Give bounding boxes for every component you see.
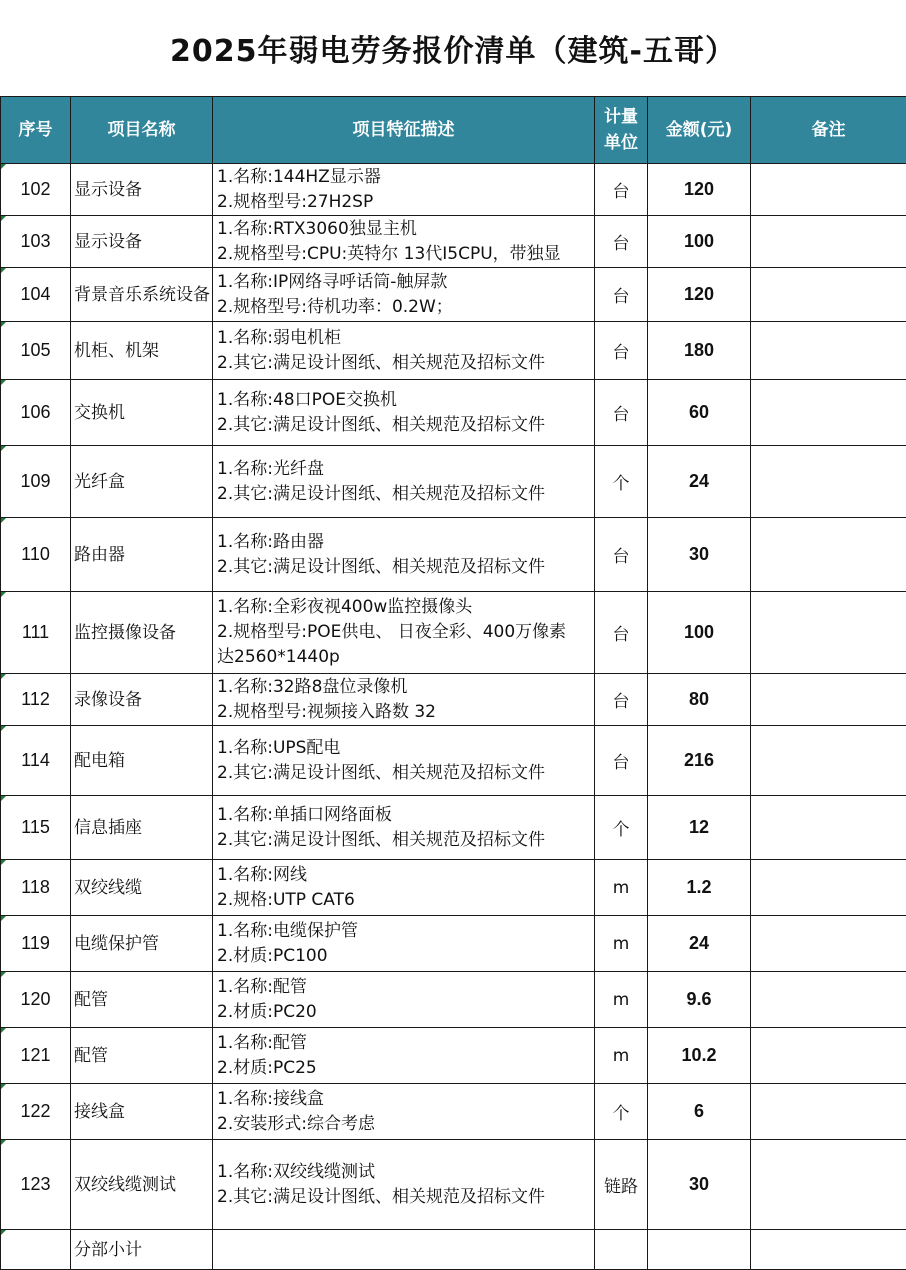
cell-amount[interactable]	[648, 1230, 751, 1270]
header-unit-line2: 单位	[595, 130, 647, 156]
cell-no[interactable]: 106	[1, 380, 71, 446]
header-remark[interactable]: 备注	[751, 97, 906, 164]
desc-line: 1.名称:单插口网络面板	[217, 803, 594, 828]
table-row	[1, 380, 906, 446]
desc-line: 1.名称:32路8盘位录像机	[217, 675, 594, 700]
desc-line: 2.材质:PC25	[217, 1056, 594, 1081]
cell-marker-icon	[1, 446, 6, 451]
cell-no[interactable]: 123	[1, 1140, 71, 1230]
cell-marker-icon	[1, 916, 6, 921]
desc-line: 1.名称:全彩夜视400w监控摄像头	[217, 595, 594, 620]
cell-remark[interactable]	[751, 1230, 906, 1270]
cell-unit[interactable]: 台	[595, 674, 648, 726]
header-name[interactable]: 项目名称	[71, 97, 213, 164]
table-row	[1, 1140, 906, 1230]
cell-no[interactable]: 112	[1, 674, 71, 726]
cell-unit[interactable]: 台	[595, 322, 648, 380]
desc-line: 2.其它:满足设计图纸、相关规范及招标文件	[217, 482, 594, 507]
header-amount[interactable]: 金额(元)	[648, 97, 751, 164]
cell-amount[interactable]: 100	[648, 216, 751, 268]
cell-desc[interactable]	[213, 380, 595, 446]
cell-marker-icon	[1, 972, 6, 977]
cell-amount[interactable]: 24	[648, 446, 751, 518]
header-unit[interactable]	[595, 97, 648, 164]
desc-line: 1.名称:UPS配电	[217, 736, 594, 761]
cell-desc[interactable]	[213, 726, 595, 796]
cell-no[interactable]: 114	[1, 726, 71, 796]
cell-unit[interactable]: 个	[595, 446, 648, 518]
cell-remark[interactable]	[751, 164, 906, 216]
cell-no[interactable]: 121	[1, 1028, 71, 1084]
cell-name[interactable]: 接线盒	[71, 1084, 213, 1140]
cell-amount[interactable]: 100	[648, 592, 751, 674]
desc-line: 2.材质:PC100	[217, 944, 594, 969]
desc-line: 1.名称:48口POE交换机	[217, 388, 594, 413]
table-row	[1, 860, 906, 916]
table-row	[1, 322, 906, 380]
cell-amount[interactable]: 216	[648, 726, 751, 796]
desc-line: 1.名称:IP网络寻呼话筒-触屏款	[217, 270, 594, 295]
cell-marker-icon	[1, 1230, 6, 1235]
header-unit-line1: 计量	[595, 104, 647, 130]
cell-name[interactable]: 录像设备	[71, 674, 213, 726]
cell-desc[interactable]	[213, 592, 595, 674]
cell-amount[interactable]: 120	[648, 268, 751, 322]
cell-amount[interactable]: 30	[648, 1140, 751, 1230]
cell-amount[interactable]: 6	[648, 1084, 751, 1140]
desc-line: 2.材质:PC20	[217, 1000, 594, 1025]
cell-remark[interactable]	[751, 860, 906, 916]
cell-name[interactable]: 背景音乐系统设备	[71, 268, 213, 322]
desc-line: 2.安装形式:综合考虑	[217, 1112, 594, 1137]
cell-marker-icon	[1, 380, 6, 385]
header-no[interactable]: 序号	[1, 97, 71, 164]
cell-remark[interactable]	[751, 1028, 906, 1084]
cell-name[interactable]: 电缆保护管	[71, 916, 213, 972]
cell-desc[interactable]	[213, 268, 595, 322]
table-row	[1, 796, 906, 860]
cell-desc[interactable]	[213, 1084, 595, 1140]
cell-marker-icon	[1, 164, 6, 169]
cell-desc[interactable]	[213, 216, 595, 268]
cell-amount[interactable]: 60	[648, 380, 751, 446]
table-row	[1, 1230, 906, 1270]
cell-marker-icon	[1, 726, 6, 731]
cell-remark[interactable]	[751, 1140, 906, 1230]
cell-no[interactable]: 111	[1, 592, 71, 674]
cell-remark[interactable]	[751, 518, 906, 592]
table-row	[1, 1084, 906, 1140]
cell-unit[interactable]: m	[595, 860, 648, 916]
cell-no[interactable]: 109	[1, 446, 71, 518]
cell-marker-icon	[1, 216, 6, 221]
desc-line: 达2560*1440p	[217, 645, 594, 670]
table-row	[1, 268, 906, 322]
cell-remark[interactable]	[751, 916, 906, 972]
cell-unit[interactable]: 个	[595, 1084, 648, 1140]
cell-marker-icon	[1, 592, 6, 597]
cell-desc[interactable]	[213, 860, 595, 916]
cell-marker-icon	[1, 1140, 6, 1145]
table-row	[1, 1028, 906, 1084]
cell-name[interactable]: 双绞线缆测试	[71, 1140, 213, 1230]
desc-line: 1.名称:接线盒	[217, 1087, 594, 1112]
cell-remark[interactable]	[751, 268, 906, 322]
cell-amount[interactable]: 120	[648, 164, 751, 216]
cell-unit[interactable]: m	[595, 972, 648, 1028]
cell-remark[interactable]	[751, 592, 906, 674]
table-row	[1, 592, 906, 674]
table-row	[1, 216, 906, 268]
cell-unit[interactable]: 台	[595, 726, 648, 796]
cell-unit[interactable]: 台	[595, 164, 648, 216]
cell-remark[interactable]	[751, 380, 906, 446]
cell-name[interactable]: 路由器	[71, 518, 213, 592]
desc-line: 2.其它:满足设计图纸、相关规范及招标文件	[217, 828, 594, 853]
desc-line: 2.规格型号:CPU:英特尔 13代I5CPU，带独显	[217, 242, 594, 267]
table-row	[1, 726, 906, 796]
cell-amount[interactable]: 1.2	[648, 860, 751, 916]
desc-line: 2.规格型号:视频接入路数 32	[217, 700, 594, 725]
desc-line: 1.名称:配管	[217, 1031, 594, 1056]
desc-line: 2.其它:满足设计图纸、相关规范及招标文件	[217, 351, 594, 376]
quote-table	[0, 96, 906, 1270]
cell-name[interactable]: 机柜、机架	[71, 322, 213, 380]
cell-no[interactable]: 120	[1, 972, 71, 1028]
cell-name[interactable]: 显示设备	[71, 164, 213, 216]
cell-no[interactable]: 115	[1, 796, 71, 860]
cell-marker-icon	[1, 796, 6, 801]
cell-marker-icon	[1, 1028, 6, 1033]
cell-unit[interactable]: 台	[595, 592, 648, 674]
cell-name[interactable]: 信息插座	[71, 796, 213, 860]
cell-amount[interactable]: 10.2	[648, 1028, 751, 1084]
cell-remark[interactable]	[751, 216, 906, 268]
page-title: 2025年弱电劳务报价清单（建筑-五哥）	[0, 0, 906, 96]
cell-desc[interactable]	[213, 972, 595, 1028]
table-row	[1, 972, 906, 1028]
cell-remark[interactable]	[751, 972, 906, 1028]
cell-no[interactable]: 104	[1, 268, 71, 322]
cell-amount[interactable]: 80	[648, 674, 751, 726]
table-row	[1, 164, 906, 216]
cell-marker-icon	[1, 322, 6, 327]
cell-desc[interactable]	[213, 518, 595, 592]
desc-line: 1.名称:RTX3060独显主机	[217, 217, 594, 242]
cell-amount[interactable]: 9.6	[648, 972, 751, 1028]
desc-line: 1.名称:144HZ显示器	[217, 165, 594, 190]
cell-unit[interactable]: 台	[595, 216, 648, 268]
desc-line: 2.其它:满足设计图纸、相关规范及招标文件	[217, 761, 594, 786]
desc-line: 2.规格型号:POE供电、 日夜全彩、400万像素	[217, 620, 594, 645]
desc-line: 2.规格型号:待机功率：0.2W；	[217, 295, 594, 320]
cell-remark[interactable]	[751, 446, 906, 518]
desc-line: 1.名称:双绞线缆测试	[217, 1160, 594, 1185]
cell-amount[interactable]: 30	[648, 518, 751, 592]
cell-desc[interactable]	[213, 322, 595, 380]
cell-unit[interactable]	[595, 1230, 648, 1270]
desc-line: 2.规格:UTP CAT6	[217, 888, 594, 913]
cell-name[interactable]: 分部小计	[71, 1230, 213, 1270]
cell-remark[interactable]	[751, 674, 906, 726]
desc-line: 2.其它:满足设计图纸、相关规范及招标文件	[217, 555, 594, 580]
cell-desc[interactable]	[213, 1230, 595, 1270]
cell-no[interactable]: 105	[1, 322, 71, 380]
desc-line: 2.规格型号:27H2SP	[217, 190, 594, 215]
cell-desc[interactable]	[213, 916, 595, 972]
cell-no[interactable]: 103	[1, 216, 71, 268]
cell-desc[interactable]	[213, 796, 595, 860]
cell-unit[interactable]: 台	[595, 380, 648, 446]
cell-amount[interactable]: 12	[648, 796, 751, 860]
cell-desc[interactable]	[213, 164, 595, 216]
cell-no[interactable]	[1, 1230, 71, 1270]
cell-marker-icon	[1, 1084, 6, 1089]
cell-name[interactable]: 光纤盒	[71, 446, 213, 518]
cell-name[interactable]: 监控摄像设备	[71, 592, 213, 674]
cell-no[interactable]: 102	[1, 164, 71, 216]
cell-desc[interactable]	[213, 446, 595, 518]
desc-line: 2.其它:满足设计图纸、相关规范及招标文件	[217, 1185, 594, 1210]
desc-line: 2.其它:满足设计图纸、相关规范及招标文件	[217, 413, 594, 438]
cell-desc[interactable]	[213, 1140, 595, 1230]
table-row	[1, 446, 906, 518]
cell-marker-icon	[1, 518, 6, 523]
desc-line: 1.名称:光纤盘	[217, 457, 594, 482]
table-row	[1, 916, 906, 972]
cell-name[interactable]: 配管	[71, 1028, 213, 1084]
cell-remark[interactable]	[751, 726, 906, 796]
cell-amount[interactable]: 24	[648, 916, 751, 972]
desc-line: 1.名称:弱电机柜	[217, 326, 594, 351]
desc-line: 1.名称:配管	[217, 975, 594, 1000]
cell-name[interactable]: 配电箱	[71, 726, 213, 796]
cell-unit[interactable]: m	[595, 1028, 648, 1084]
header-desc[interactable]: 项目特征描述	[213, 97, 595, 164]
cell-marker-icon	[1, 674, 6, 679]
cell-unit[interactable]: 个	[595, 796, 648, 860]
desc-line: 1.名称:电缆保护管	[217, 919, 594, 944]
table-row	[1, 518, 906, 592]
cell-name[interactable]: 显示设备	[71, 216, 213, 268]
cell-no[interactable]: 118	[1, 860, 71, 916]
cell-remark[interactable]	[751, 1084, 906, 1140]
desc-line: 1.名称:路由器	[217, 530, 594, 555]
cell-unit[interactable]: 链路	[595, 1140, 648, 1230]
cell-unit[interactable]: m	[595, 916, 648, 972]
cell-amount[interactable]: 180	[648, 322, 751, 380]
cell-no[interactable]: 119	[1, 916, 71, 972]
cell-remark[interactable]	[751, 796, 906, 860]
cell-name[interactable]: 双绞线缆	[71, 860, 213, 916]
cell-desc[interactable]	[213, 674, 595, 726]
cell-desc[interactable]	[213, 1028, 595, 1084]
cell-unit[interactable]: 台	[595, 268, 648, 322]
cell-no[interactable]: 122	[1, 1084, 71, 1140]
cell-marker-icon	[1, 860, 6, 865]
cell-name[interactable]: 配管	[71, 972, 213, 1028]
cell-no[interactable]: 110	[1, 518, 71, 592]
table-row	[1, 674, 906, 726]
cell-unit[interactable]: 台	[595, 518, 648, 592]
cell-marker-icon	[1, 268, 6, 273]
table-header-row	[1, 97, 906, 164]
cell-name[interactable]: 交换机	[71, 380, 213, 446]
desc-line: 1.名称:网线	[217, 863, 594, 888]
cell-remark[interactable]	[751, 322, 906, 380]
